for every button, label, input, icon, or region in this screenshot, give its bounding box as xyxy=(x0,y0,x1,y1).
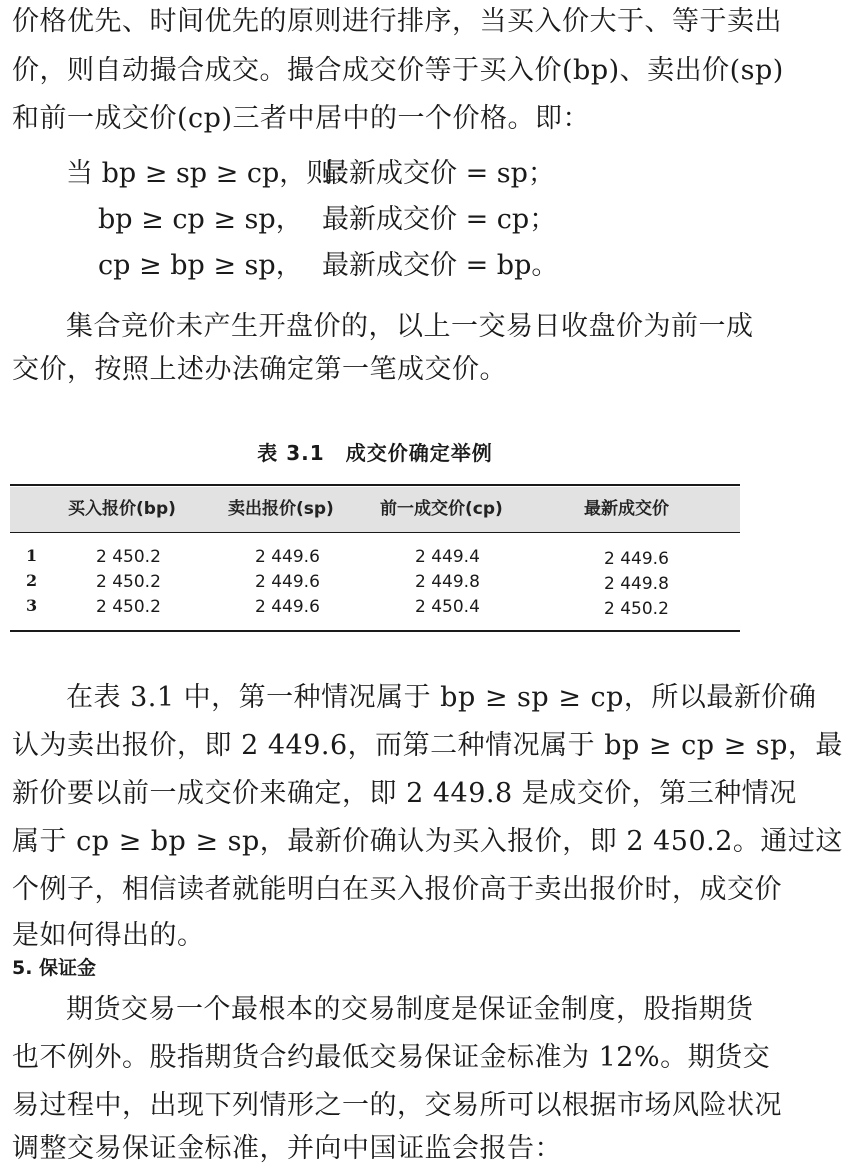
cell-latest: 2 449.6 xyxy=(604,549,669,569)
header-latest: 最新成交价 xyxy=(584,499,669,519)
explain-line-4: 属于 cp ≥ bp ≥ sp，最新价确认为买入报价，即 2 450.2。通过这 xyxy=(12,826,843,857)
formula-2-condition: bp ≥ cp ≥ sp， xyxy=(98,204,303,235)
explain-line-5: 个例子，相信读者就能明白在买入报价高于卖出报价时，成交价 xyxy=(12,874,782,905)
table-top-rule xyxy=(10,484,740,486)
formula-2-result: 最新成交价 = cp； xyxy=(322,204,557,235)
table-caption: 表 3.1 成交价确定举例 xyxy=(257,441,493,465)
formula-1-condition: 当 bp ≥ sp ≥ cp，则： xyxy=(66,158,361,189)
cell-latest: 2 450.2 xyxy=(604,599,669,619)
header-sp: 卖出报价(sp) xyxy=(228,499,334,519)
row-index: 2 xyxy=(26,571,38,590)
formula-1-result: 最新成交价 = sp； xyxy=(322,158,555,189)
margin-line-3: 易过程中，出现下列情形之一的，交易所可以根据市场风险状况 xyxy=(12,1090,782,1121)
auction-line-2: 交价，按照上述办法确定第一笔成交价。 xyxy=(12,354,507,385)
explain-line-2: 认为卖出报价，即 2 449.6，而第二种情况属于 bp ≥ cp ≥ sp，最 xyxy=(12,730,843,761)
row-index: 1 xyxy=(26,546,38,565)
intro-line-2: 价，则自动撮合成交。撮合成交价等于买入价(bp)、卖出价(sp) xyxy=(12,55,784,86)
margin-line-4: 调整交易保证金标准，并向中国证监会报告： xyxy=(12,1133,562,1164)
section-heading-margin: 5. 保证金 xyxy=(12,957,97,979)
header-bp: 买入报价(bp) xyxy=(68,499,176,519)
intro-line-3: 和前一成交价(cp)三者中居中的一个价格。即： xyxy=(12,103,590,134)
cell-bp: 2 450.2 xyxy=(96,547,161,567)
cell-bp: 2 450.2 xyxy=(96,597,161,617)
intro-line-1: 价格优先、时间优先的原则进行排序，当买入价大于、等于卖出 xyxy=(12,6,782,37)
cell-cp: 2 449.8 xyxy=(415,572,480,592)
formula-3-condition: cp ≥ bp ≥ sp， xyxy=(98,250,303,281)
header-cp: 前一成交价(cp) xyxy=(380,499,503,519)
cell-sp: 2 449.6 xyxy=(255,597,320,617)
margin-line-1: 期货交易一个最根本的交易制度是保证金制度，股指期货 xyxy=(66,994,754,1025)
cell-latest: 2 449.8 xyxy=(604,574,669,594)
auction-line-1: 集合竞价未产生开盘价的，以上一交易日收盘价为前一成 xyxy=(66,311,754,342)
explain-line-6: 是如何得出的。 xyxy=(12,920,205,951)
margin-line-2: 也不例外。股指期货合约最低交易保证金标准为 12%。期货交 xyxy=(12,1042,771,1073)
table-header-rule xyxy=(10,532,740,533)
row-index: 3 xyxy=(26,596,38,615)
formula-3-result: 最新成交价 = bp。 xyxy=(322,250,559,281)
table-bottom-rule xyxy=(10,630,740,632)
cell-sp: 2 449.6 xyxy=(255,547,320,567)
cell-sp: 2 449.6 xyxy=(255,572,320,592)
cell-bp: 2 450.2 xyxy=(96,572,161,592)
cell-cp: 2 449.4 xyxy=(415,547,480,567)
explain-line-1: 在表 3.1 中，第一种情况属于 bp ≥ sp ≥ cp，所以最新价确 xyxy=(66,682,817,713)
cell-cp: 2 450.4 xyxy=(415,597,480,617)
explain-line-3: 新价要以前一成交价来确定，即 2 449.8 是成交价，第三种情况 xyxy=(12,778,797,809)
